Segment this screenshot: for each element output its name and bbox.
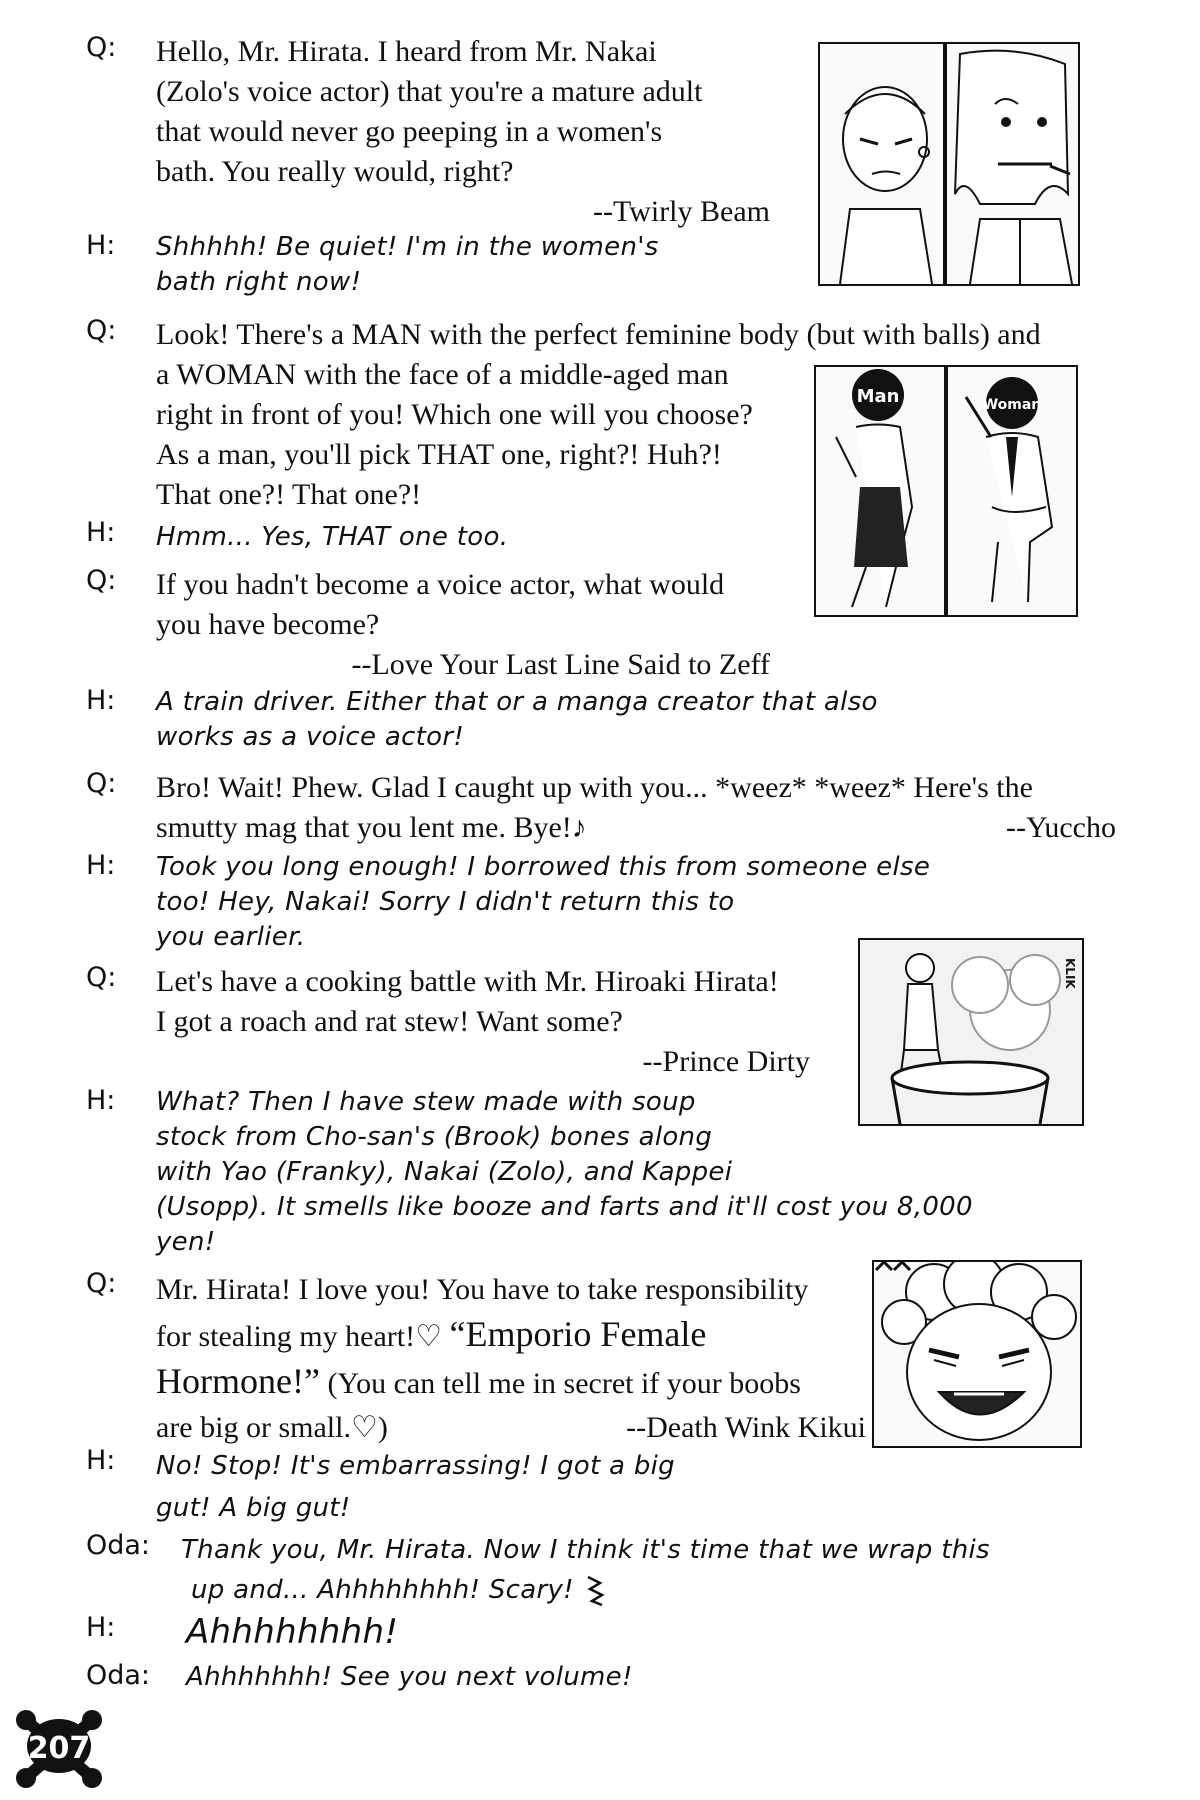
woman-label: Woman [982,397,1042,413]
text-line: Thank you, Mr. Hirata. Now I think it's time that we wrap this [181,1535,990,1565]
answer-text [186,1612,786,1652]
speaker-label: H: [86,1085,116,1116]
speaker-label: Oda: [86,1660,151,1691]
answer-text [156,517,776,557]
text-line: are big or small.♡) [156,1411,388,1444]
text-line: Hmm... Yes, THAT one too. [156,522,509,552]
text-line: Look! There's a MAN with the perfect feminine body (but with balls) and [156,318,1041,351]
manga-illustration [860,940,1082,1124]
question-text [156,962,816,1082]
scared-lines-icon [582,1575,608,1607]
emphasis-text: “Emporio Female [449,1314,707,1354]
question-text [156,32,776,232]
text-line: gut! A big gut! [156,1493,351,1523]
speaker-label: Q: [86,565,117,596]
text-line: (Zolo's voice actor) that you're a mature adult [156,75,703,108]
text-line: yen! [156,1227,216,1257]
text-line: Let's have a cooking battle with Mr. Hiroaki Hirata! [156,965,779,998]
text-line: That one?! That one?! [156,478,422,511]
speaker-label: H: [86,230,116,261]
speaker-label: H: [86,1445,116,1476]
speaker-label: Q: [86,315,117,346]
text-line: No! Stop! It's embarrassing! I got a big [156,1451,675,1481]
speaker-label: H: [86,1612,116,1643]
emphasis-text: Hormone!” [156,1361,320,1401]
text-line: for stealing my heart!♡ [156,1320,442,1353]
text-line: Bro! Wait! Phew. Glad I caught up with you... *weez* *weez* Here's the [156,771,1033,804]
speaker-label: H: [86,517,116,548]
answer-text [156,1445,876,1529]
text-line: bath right now! [156,267,362,297]
text-line: smutty mag that you lent me. Bye!♪ [156,811,587,844]
skull-page-badge-icon [14,1706,104,1792]
ivankov-panel [872,1260,1082,1448]
text-line: Took you long enough! I borrowed this from someone else [156,852,931,882]
text-line: I got a roach and rat stew! Want some? [156,1005,623,1038]
oda-text [181,1530,1131,1610]
text-line: up and... Ahhhhhhhh! Scary! [191,1575,574,1605]
text-line: Mr. Hirata! I love you! You have to take responsibility [156,1273,809,1306]
speaker-label: Q: [86,1268,117,1299]
text-line: (You can tell me in secret if your boobs [327,1367,801,1400]
question-text [156,565,776,685]
text-line: you earlier. [156,922,306,952]
reader-signature: --Twirly Beam [592,195,770,228]
oda-text [186,1660,1066,1695]
sound-effect: KLIK [1063,958,1077,989]
text-line: A train driver. Either that or a manga creator that also [156,687,878,717]
manga-illustration [816,367,1076,615]
text-line: you have become? [156,608,380,641]
text-line: Hello, Mr. Hirata. I heard from Mr. Nakai [156,35,657,68]
speaker-label: Q: [86,962,117,993]
text-line: with Yao (Franky), Nakai (Zolo), and Kappei [156,1157,733,1187]
manga-illustration [874,1262,1080,1446]
text-line: Shhhhh! Be quiet! I'm in the women's [156,232,659,262]
question-text [156,1268,866,1450]
speaker-label: Oda: [86,1530,151,1561]
manga-illustration [820,44,1078,284]
speaker-label: H: [86,685,116,716]
text-line: that would never go peeping in a women's [156,115,663,148]
text-line: stock from Cho-san's (Brook) bones along [156,1122,713,1152]
reader-signature: --Love Your Last Line Said to Zeff [351,648,770,681]
text-line: works as a voice actor! [156,722,465,752]
man-label: Man [856,386,900,407]
speaker-label: Q: [86,768,117,799]
reader-signature: --Yuccho [1006,811,1116,844]
text-line: (Usopp). It smells like booze and farts and it'll cost you 8,000 [156,1192,973,1222]
reader-signature: --Prince Dirty [642,1045,810,1078]
speaker-label: Q: [86,32,117,63]
text-line: As a man, you'll pick THAT one, right?! Huh?! [156,438,722,471]
speaker-label: H: [86,850,116,881]
answer-text [156,230,776,300]
zolo-sanji-panel [818,42,1080,286]
text-line: If you hadn't become a voice actor, what would [156,568,725,601]
answer-text [156,685,1136,755]
text-line: Ahhhhhhhh! [186,1612,399,1652]
question-text [156,768,1116,848]
page-number: 207 [27,1731,91,1766]
text-line: a WOMAN with the face of a middle-aged man [156,358,729,391]
text-line: right in front of you! Which one will you choose? [156,398,753,431]
text-line: What? Then I have stew made with soup [156,1087,696,1117]
man-woman-panel [814,365,1078,617]
reader-signature: --Death Wink Kikui [626,1411,866,1444]
cooking-panel [858,938,1084,1126]
text-line: too! Hey, Nakai! Sorry I didn't return this to [156,887,735,917]
text-line: Ahhhhhhh! See you next volume! [186,1662,633,1692]
text-line: bath. You really would, right? [156,155,514,188]
